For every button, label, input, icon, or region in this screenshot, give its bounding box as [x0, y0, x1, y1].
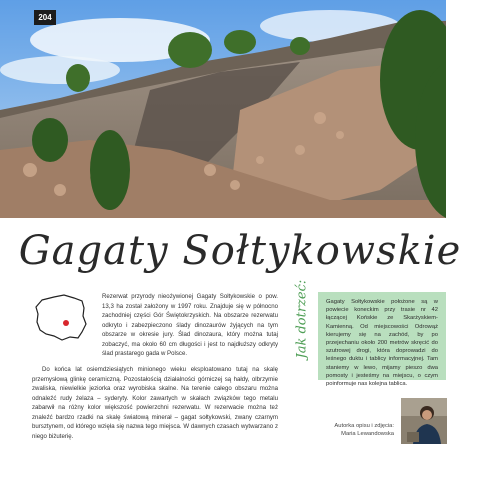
- poland-map-icon: [32, 292, 88, 344]
- directions-heading-text: Jak dotrzeć:: [294, 279, 310, 359]
- author-photo: [401, 398, 447, 444]
- author-label: Autorka opisu i zdjęcia:: [334, 423, 394, 429]
- page-number: 204: [34, 10, 56, 25]
- paragraph-intro: Rezerwat przyrody nieożywionej Gagaty Sołtykowskie o pow. 13,3 ha został założony w 1997 roku. Znajduje się w północno zachodniej części Gór Świętokrzyskich. Na obszarze rezerwatu odkryto i zabezpieczono ślady dinozaurów żyjących na tym obszarze w okresie jury. Ślad dinozaura, który można tutaj zobaczyć, ma około 60 cm długości i jest to najdłuższy odkryty ślad prastarego gada w Polsce.: [102, 293, 278, 357]
- directions-heading: [292, 279, 312, 365]
- location-marker-icon: [63, 320, 69, 326]
- directions-box: Gagaty Sołtykowskie położone są w powiecie koneckim przy trasie nr 42 łączącej Końskie ze Skarżyskiem-Kamienną. Od miejscowości Odrowąż kierujemy się na zachód, by po przejechaniu około 200 metrów skręcić do szutrowej drogi, która doprowadzi do leśnego duktu i tablicy informacyjnej. Tam staniemy w lewo, mijamy pieszo dwa pomosty i jesteśmy na miejscu, o czym poinformuje nas kolejna tablica.: [318, 292, 446, 380]
- author-name: Maria Lewandowska: [341, 431, 394, 437]
- author-credit: [318, 422, 394, 438]
- paragraph-history: Do końca lat osiemdziesiątych minionego wieku eksploatowano tutaj na skalę przemysłową glinkę ceramiczną. Pozostałością działalności górniczej są hałdy, olbrzymie zwaliska, niewielkie jeziorka oraz wyrobiska skalne. Na terenie całego obszaru można odnaleźć rudy żelaza – syderyty. Kolor zawartych w skałach związków tego metalu zabarwił na różny kolor większość powierzchni rezerwatu. W rezerwacie można też znaleźć bardzo rzadki na skalę światową minerał – gagat sołtykowski, zwany czarnym bursztynem, od którego wzięła się nazwa tego miejsca. W dawnych czasach wytwarzano z niego biżuterię.: [32, 366, 278, 440]
- landscape-photo: [0, 0, 480, 218]
- page-title: Gagaty Sołtykowskie: [18, 228, 462, 274]
